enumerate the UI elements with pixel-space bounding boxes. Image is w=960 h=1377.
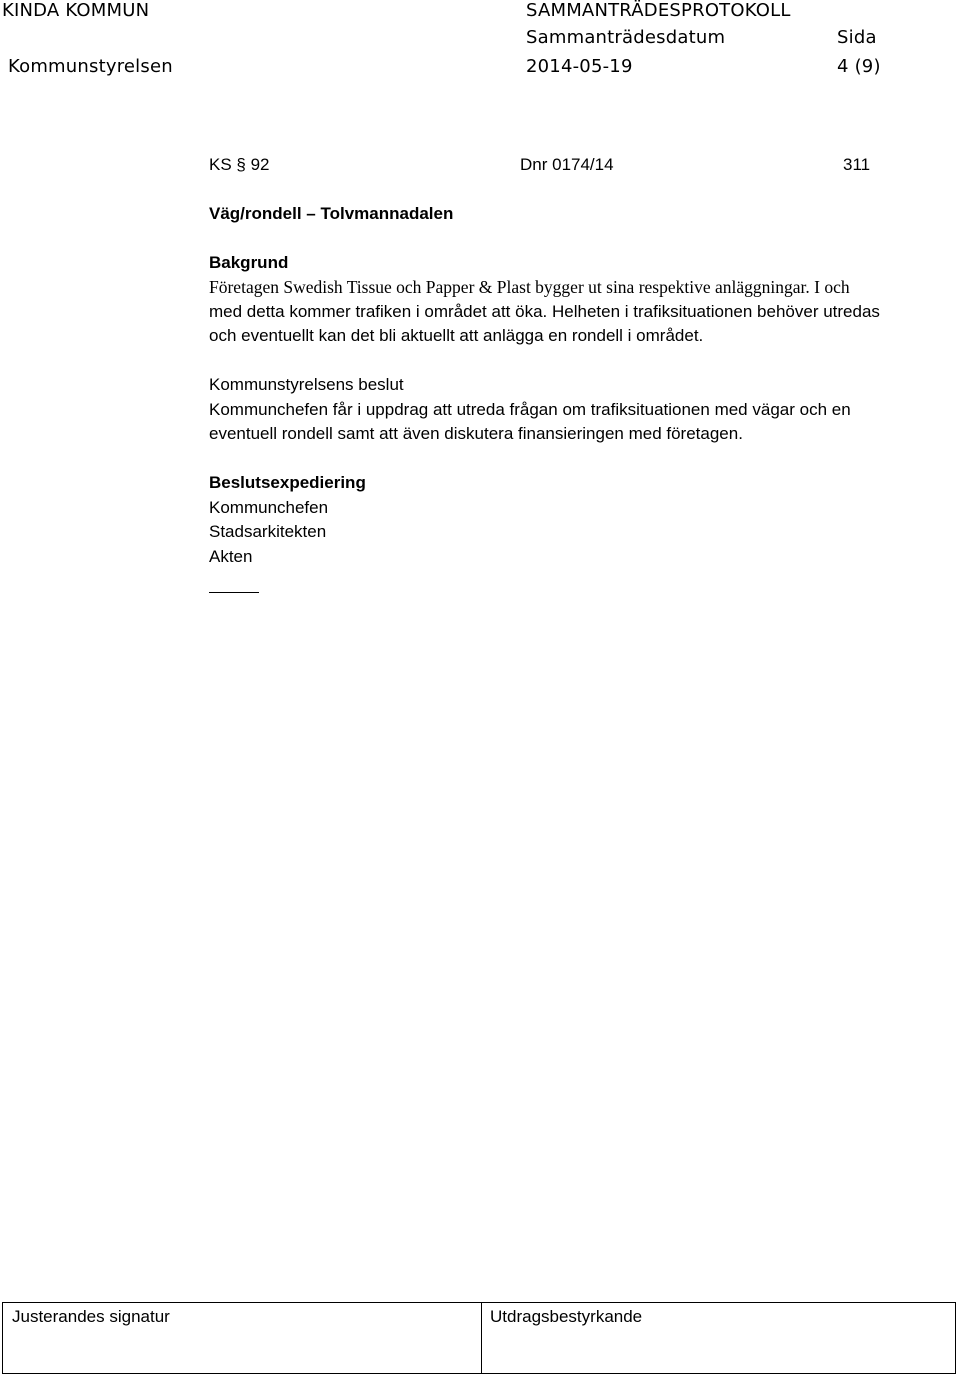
decision-line: eventuell rondell samt att även diskutera finansieringen med företagen. <box>209 424 743 443</box>
diary-number: Dnr 0174/14 <box>520 155 614 174</box>
decision-heading: Kommunstyrelsens beslut <box>209 375 404 394</box>
meeting-date: 2014-05-19 <box>526 56 633 77</box>
dispatch-heading: Beslutsexpediering <box>209 473 366 492</box>
case-code: 311 <box>843 155 871 174</box>
signature-label: Justerandes signatur <box>12 1307 170 1326</box>
page-number: 4 (9) <box>837 56 881 77</box>
decision-line: Kommunchefen får i uppdrag att utreda frågan om trafiksituationen med vägar och en <box>209 400 851 419</box>
meeting-date-label: Sammanträdesdatum <box>526 27 726 48</box>
certifier-label: Utdragsbestyrkande <box>490 1307 643 1326</box>
municipality-name: KINDA KOMMUN <box>2 0 150 21</box>
case-title: Väg/rondell – Tolvmannadalen <box>209 204 454 223</box>
background-line: Företagen Swedish Tissue och Papper & Plast bygger ut sina respektive anläggningar. I och <box>209 277 850 297</box>
committee-name: Kommunstyrelsen <box>8 56 173 77</box>
paragraph-number: KS § 92 <box>209 155 270 174</box>
signature-box <box>2 1302 956 1374</box>
background-line: med detta kommer trafiken i området att öka. Helheten i trafiksituationen behöver utredas <box>209 302 880 321</box>
dispatch-recipient: Akten <box>209 547 253 566</box>
page-label: Sida <box>837 27 877 48</box>
background-heading: Bakgrund <box>209 253 289 272</box>
background-line: och eventuellt kan det bli aktuellt att anlägga en rondell i området. <box>209 326 704 345</box>
end-rule <box>209 592 259 593</box>
dispatch-recipient: Stadsarkitekten <box>209 522 327 541</box>
signature-divider <box>481 1303 482 1373</box>
document-type: SAMMANTRÄDESPROTOKOLL <box>526 0 791 21</box>
dispatch-recipient: Kommunchefen <box>209 498 329 517</box>
